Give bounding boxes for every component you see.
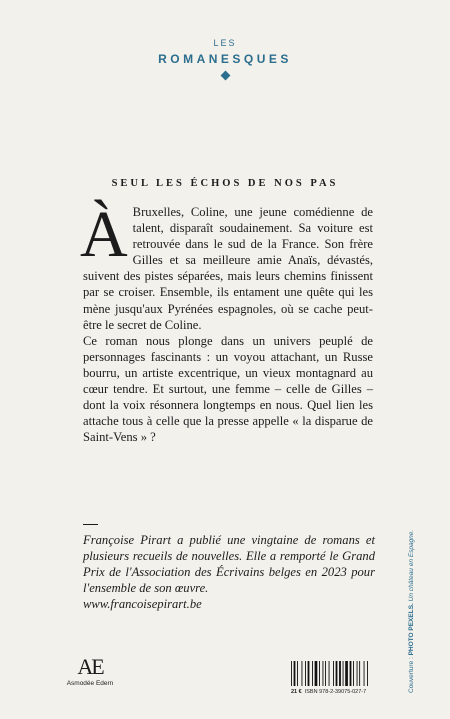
divider (83, 524, 98, 525)
drop-cap: À (80, 198, 128, 271)
series-label-main: ROMANESQUES (158, 52, 292, 66)
isbn: ISBN 978-2-39075-027-7 (304, 689, 367, 695)
price: 21 € (291, 689, 302, 695)
diamond-icon (220, 71, 230, 81)
publisher-name: Asmodée Edern (66, 680, 114, 687)
credit-source: PHOTO PEXELS. (408, 603, 415, 656)
blurb (80, 198, 373, 445)
blurb-paragraph-2: Ce roman nous plonge dans un univers peuplé de personnages fascinants : un voyou attachant, un Russe bourru, un artiste excentrique, un vieux montagnard au cœur tendre. Et surtout, une femme – celle de Gilles – dont la voix résonnera longtemps en nous. Quel lien les attache tous à celle que la presse appelle « la disparue de Saint-Vens » ? (83, 333, 373, 445)
cover-credit (408, 530, 415, 693)
barcode (291, 661, 375, 686)
series-label-top: LES (213, 38, 237, 48)
price-isbn (291, 689, 391, 695)
publisher-logo (60, 656, 120, 687)
publisher-logo-mark: AE (77, 654, 103, 679)
book-title: SEUL LES ÉCHOS DE NOS PAS (111, 178, 339, 189)
author-website: www.francoisepirart.be (83, 597, 202, 612)
credit-caption: Un château en Espagne. (408, 529, 415, 604)
author-bio (83, 532, 375, 612)
blurb-paragraph-1 (80, 198, 373, 333)
series-logo (0, 38, 450, 79)
credit-label: Couverture : (408, 655, 415, 693)
author-bio-text: Françoise Pirart a publié une vingtaine de romans et plusieurs recueils de nouvelles. Elle a remporté le Grand Prix de l'Association des Écrivains belges en 2023 pour l'ensemble de son œuvre. (83, 533, 375, 596)
blurb-paragraph-1-text: Bruxelles, Coline, une jeune comédienne de talent, disparaît soudainement. Sa voiture est retrouvée dans le sud de la France. Son frère Gilles et sa meilleure amie Anaïs, dévastés, suivent des pistes séparées, mais leurs chemins finissent par se croiser. Ensemble, ils entament une quête qui les mène jusqu'aux Pyrénées espagnoles, où se cache peut-être le secret de Coline. (83, 205, 373, 332)
